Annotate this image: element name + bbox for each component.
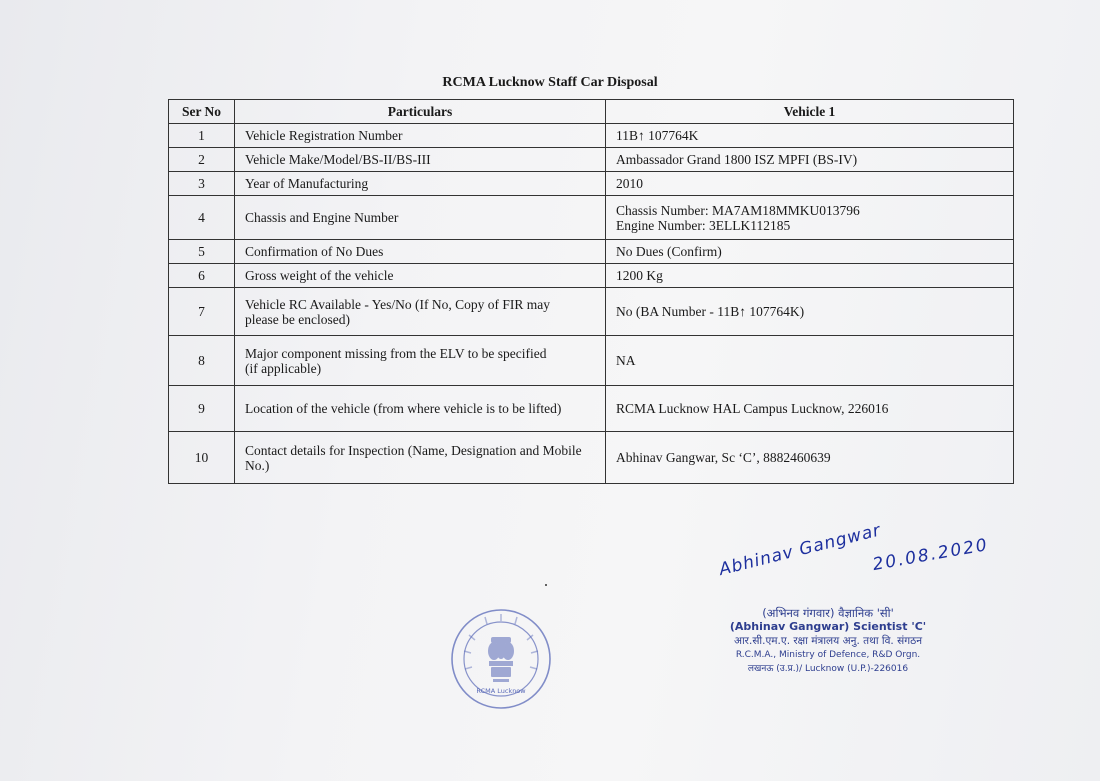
particular-cell: Vehicle Registration Number (235, 124, 606, 148)
value-cell: 11B↑ 107764K (606, 124, 1014, 148)
table-row (169, 196, 1014, 240)
particular-cell (235, 432, 606, 484)
particular-cell: Chassis and Engine Number (235, 196, 606, 240)
official-seal-icon (449, 607, 553, 711)
table-row (169, 124, 1014, 148)
particular-cell: Year of Manufacturing (235, 172, 606, 196)
table-header-row (169, 100, 1014, 124)
ink-dot (545, 584, 547, 586)
particular-line-1: Contact details for Inspection (Name, Designation and Mobile (245, 442, 582, 458)
value-cell: 2010 (606, 172, 1014, 196)
header-ser-no: Ser No (169, 100, 235, 124)
chassis-number: Chassis Number: MA7AM18MMKU013796 (616, 202, 860, 218)
value-cell: No (BA Number - 11B↑ 107764K) (606, 288, 1014, 336)
value-cell (606, 196, 1014, 240)
particular-line-1: Vehicle RC Available - Yes/No (If No, Copy of FIR may (245, 296, 550, 312)
value-cell: RCMA Lucknow HAL Campus Lucknow, 226016 (606, 386, 1014, 432)
seal-text: RCMA Lucknow (476, 687, 526, 695)
particular-cell (235, 288, 606, 336)
table-row (169, 240, 1014, 264)
ser-no-cell: 10 (169, 432, 235, 484)
table-row (169, 386, 1014, 432)
particular-cell: Gross weight of the vehicle (235, 264, 606, 288)
particular-line-2: please be enclosed) (245, 311, 350, 327)
particular-line-2: No.) (245, 457, 270, 473)
ser-no-cell: 6 (169, 264, 235, 288)
designation-stamp (728, 606, 928, 676)
ser-no-cell: 7 (169, 288, 235, 336)
ser-no-cell: 4 (169, 196, 235, 240)
particular-cell: Vehicle Make/Model/BS-II/BS-III (235, 148, 606, 172)
ser-no-cell: 3 (169, 172, 235, 196)
particular-cell: Confirmation of No Dues (235, 240, 606, 264)
ser-no-cell: 5 (169, 240, 235, 264)
ser-no-cell: 2 (169, 148, 235, 172)
particular-cell: Location of the vehicle (from where vehicle is to be lifted) (235, 386, 606, 432)
stamp-line-hindi-name: (अभिनव गंगवार) वैज्ञानिक 'सी' (762, 606, 894, 620)
ser-no-cell: 8 (169, 336, 235, 386)
engine-number: Engine Number: 3ELLK112185 (616, 217, 791, 233)
particular-cell (235, 336, 606, 386)
stamp-line-org: R.C.M.A., Ministry of Defence, R&D Orgn. (735, 650, 921, 660)
stamp-line-hindi-org: आर.सी.एम.ए. रक्षा मंत्रालय अनु. तथा वि. संगठन (733, 635, 923, 647)
handwritten-signature: Abhinav Gangwar (717, 520, 884, 580)
stamp-line-name: (Abhinav Gangwar) Scientist 'C' (729, 620, 927, 633)
stamp-line-address: लखनऊ (उ.प्र.)/ Lucknow (U.P.)-226016 (747, 664, 909, 674)
value-cell: No Dues (Confirm) (606, 240, 1014, 264)
value-cell: Ambassador Grand 1800 ISZ MPFI (BS-IV) (606, 148, 1014, 172)
table-row (169, 264, 1014, 288)
ser-no-cell: 9 (169, 386, 235, 432)
header-vehicle-1: Vehicle 1 (606, 100, 1014, 124)
particular-line-2: (if applicable) (245, 360, 322, 376)
disposal-table (168, 99, 1014, 484)
table-row (169, 148, 1014, 172)
value-cell: Abhinav Gangwar, Sc ‘C’, 8882460639 (606, 432, 1014, 484)
particular-line-1: Major component missing from the ELV to be specified (245, 345, 547, 361)
value-cell: 1200 Kg (606, 264, 1014, 288)
table-row (169, 336, 1014, 386)
header-particulars: Particulars (235, 100, 606, 124)
signature-date: 20.08.2020 (871, 534, 991, 576)
table-row (169, 172, 1014, 196)
value-cell: NA (606, 336, 1014, 386)
document-title: RCMA Lucknow Staff Car Disposal (442, 75, 658, 90)
table-row (169, 432, 1014, 484)
ser-no-cell: 1 (169, 124, 235, 148)
table-row (169, 288, 1014, 336)
